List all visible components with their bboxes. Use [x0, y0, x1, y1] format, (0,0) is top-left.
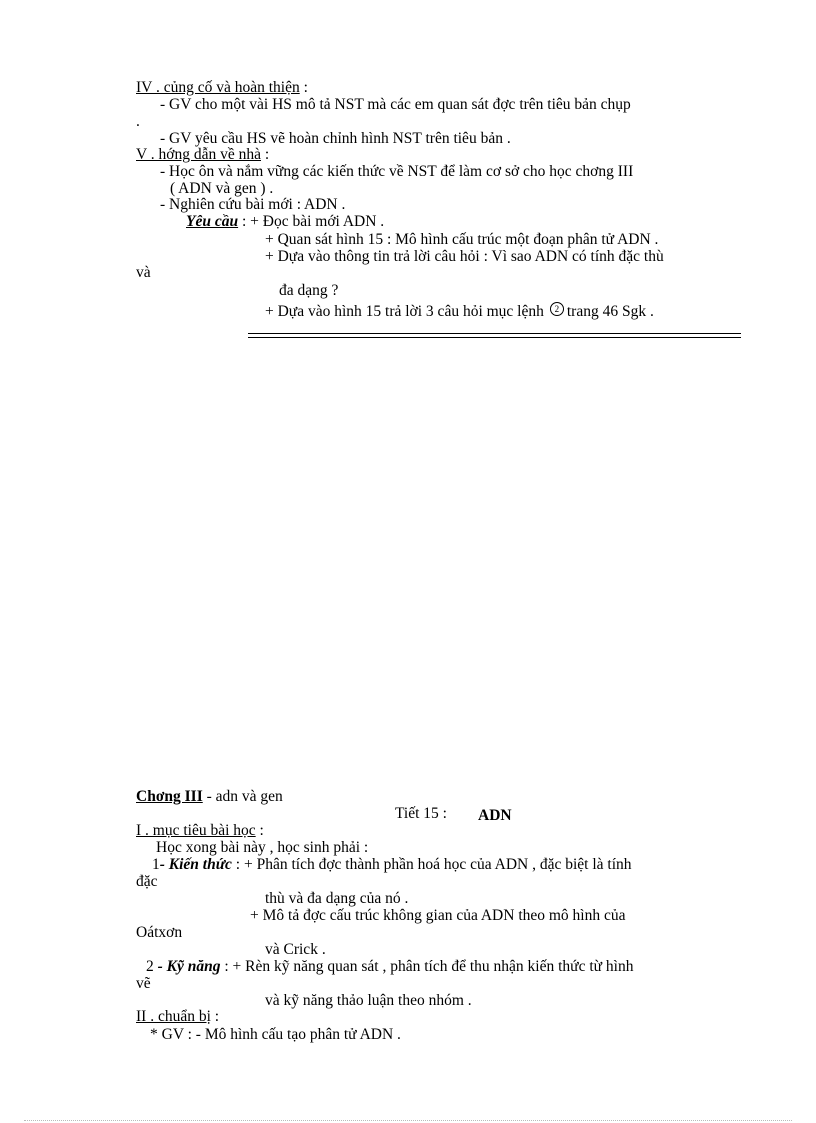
- knowledge-label: - Kiến thức: [159, 856, 232, 873]
- requirement-3-cont: đa dạng ?: [279, 282, 339, 299]
- knowledge-line-2: + Mô tả đợc cấu trúc không gian của ADN theo mô hình của: [250, 907, 626, 924]
- knowledge-line-1-wrap: đặc: [136, 873, 158, 890]
- section-iv-item-2: - GV yêu cầu HS vẽ hoàn chỉnh hình NST trên tiêu bản .: [160, 130, 511, 147]
- section-iv-heading: IV . củng cố và hoàn thiện: [136, 79, 300, 96]
- requirements-line: Yêu cầu : + Đọc bài mới ADN .: [186, 213, 385, 230]
- requirement-4: + Dựa vào hình 15 trả lời 3 câu hỏi mục lệnh 2 trang 46 Sgk .: [265, 303, 654, 320]
- chapter-line: Chơng III - adn và gen: [136, 788, 283, 805]
- section-i-heading: I . mục tiêu bài học: [136, 822, 256, 839]
- knowledge-line-2-cont: và Crick .: [265, 941, 326, 958]
- section-v-heading: V . hớng dẫn về nhà: [136, 146, 261, 163]
- page-bottom-border: [24, 1120, 792, 1121]
- requirements-label: Yêu cầu: [186, 213, 239, 230]
- section-ii-heading: II . chuẩn bị: [136, 1008, 211, 1025]
- section-iv-item-1-dot: .: [136, 113, 140, 130]
- section-v-item-1: - Học ôn và nắm vững các kiến thức về NST để làm cơ sở cho học chơng III: [160, 163, 634, 180]
- section-ii-item-1: * GV : - Mô hình cấu tạo phân tử ADN .: [150, 1026, 401, 1043]
- section-v-item-1-cont: ( ADN và gen ) .: [170, 180, 274, 197]
- lesson-title: ADN: [478, 807, 512, 824]
- requirement-3: + Dựa vào thông tin trả lời câu hỏi : Vì sao ADN có tính đặc thù: [265, 248, 664, 265]
- section-v-line: V . hớng dẫn về nhà :: [136, 146, 270, 163]
- circled-number-icon: 2: [550, 302, 564, 316]
- requirement-3-wrap: và: [136, 264, 151, 281]
- section-ii-line: II . chuẩn bị :: [136, 1008, 220, 1025]
- section-i-intro: Học xong bài này , học sinh phải :: [156, 839, 369, 856]
- skills-line-cont: và kỹ năng thảo luận theo nhóm .: [265, 992, 472, 1009]
- knowledge-line-2-wrap: Oátxơn: [136, 924, 183, 941]
- knowledge-line-1-cont: thù và đa dạng của nó .: [265, 890, 409, 907]
- double-rule-divider: [248, 333, 741, 338]
- requirement-2: + Quan sát hình 15 : Mô hình cấu trúc một đoạn phân tử ADN .: [265, 231, 659, 248]
- skills-line: 2 - Kỹ năng : + Rèn kỹ năng quan sát , phân tích để thu nhận kiến thức từ hình: [146, 958, 634, 975]
- section-iv-item-1: - GV cho một vài HS mô tả NST mà các em quan sát đợc trên tiêu bản chụp: [160, 96, 631, 113]
- section-iv-line: IV . củng cố và hoàn thiện :: [136, 79, 308, 96]
- skills-label: - Kỹ năng: [153, 958, 221, 975]
- section-v-item-2: - Nghiên cứu bài mới : ADN .: [160, 196, 346, 213]
- knowledge-line: 1- Kiến thức : + Phân tích đợc thành phần hoá học của ADN , đặc biệt là tính: [152, 856, 632, 873]
- lesson-label: Tiết 15 :: [395, 805, 447, 822]
- section-i-line: I . mục tiêu bài học :: [136, 822, 264, 839]
- chapter-label: Chơng III: [136, 788, 203, 805]
- skills-line-wrap: vẽ: [136, 975, 151, 992]
